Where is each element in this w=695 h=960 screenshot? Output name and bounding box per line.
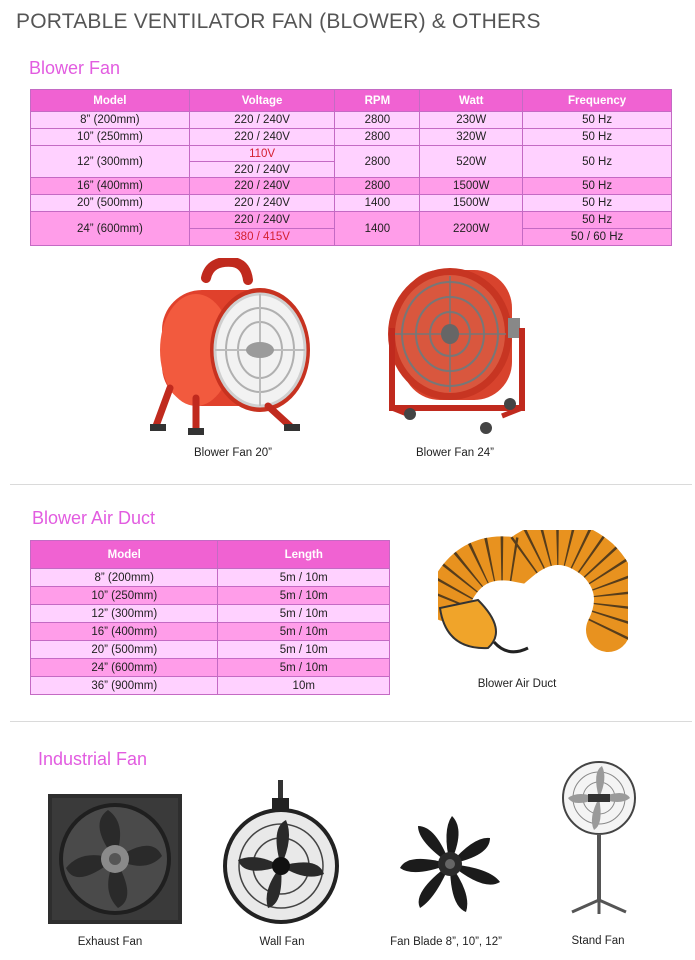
table-row (31, 146, 672, 162)
cell-model: 20” (500mm) (31, 641, 218, 659)
cell-voltage: 220 / 240V (189, 112, 335, 129)
col-header-rpm: RPM (335, 90, 420, 112)
col-header-model: Model (31, 90, 190, 112)
cell-model: 10” (250mm) (31, 587, 218, 605)
cell-frequency: 50 Hz (523, 129, 672, 146)
cell-model: 12” (300mm) (31, 146, 190, 178)
table-row (31, 195, 672, 212)
page-title: PORTABLE VENTILATOR FAN (BLOWER) & OTHERS (16, 10, 541, 33)
cell-voltage: 220 / 240V (189, 162, 335, 178)
cell-model: 24” (600mm) (31, 212, 190, 246)
section-divider (10, 721, 692, 722)
col-header-voltage: Voltage (189, 90, 335, 112)
cell-model: 8” (200mm) (31, 569, 218, 587)
cell-voltage: 220 / 240V (189, 212, 335, 229)
air-duct-table (30, 540, 390, 695)
table-row (31, 659, 390, 677)
cell-length: 5m / 10m (218, 587, 390, 605)
col-header-frequency: Frequency (523, 90, 672, 112)
cell-model: 16” (400mm) (31, 178, 190, 195)
blower-fan-title: Blower Fan (29, 58, 121, 78)
table-row (31, 129, 672, 146)
cell-rpm: 2800 (335, 146, 420, 178)
cell-model: 10” (250mm) (31, 129, 190, 146)
cell-frequency: 50 Hz (523, 195, 672, 212)
col-header-watt: Watt (420, 90, 523, 112)
table-row (31, 112, 672, 129)
caption-air-duct: Blower Air Duct (477, 678, 557, 690)
cell-voltage: 220 / 240V (189, 195, 335, 212)
industrial-fan-title: Industrial Fan (38, 749, 148, 769)
cell-model: 8” (200mm) (31, 112, 190, 129)
cell-model: 16” (400mm) (31, 623, 218, 641)
cell-watt: 1500W (420, 195, 523, 212)
cell-model: 36” (900mm) (31, 677, 218, 695)
cell-model: 24” (600mm) (31, 659, 218, 677)
caption-stand-fan: Stand Fan (571, 935, 625, 947)
air-duct-image (438, 530, 628, 665)
cell-frequency: 50 Hz (523, 112, 672, 129)
cell-watt: 520W (420, 146, 523, 178)
cell-rpm: 1400 (335, 195, 420, 212)
cell-rpm: 2800 (335, 129, 420, 146)
table-row (31, 641, 390, 659)
cell-length: 10m (218, 677, 390, 695)
table-row (31, 677, 390, 695)
caption-blower-fan-20: Blower Fan 20” (194, 447, 272, 459)
cell-watt: 230W (420, 112, 523, 129)
cell-watt: 1500W (420, 178, 523, 195)
fan-blade-image (396, 812, 504, 916)
cell-length: 5m / 10m (218, 641, 390, 659)
cell-length: 5m / 10m (218, 605, 390, 623)
table-header-row (31, 90, 672, 112)
exhaust-fan-image (48, 794, 182, 924)
cell-frequency: 50 / 60 Hz (523, 229, 672, 246)
cell-voltage: 220 / 240V (189, 129, 335, 146)
cell-length: 5m / 10m (218, 569, 390, 587)
stand-fan-image (558, 760, 640, 916)
cell-frequency: 50 Hz (523, 146, 672, 178)
caption-wall-fan: Wall Fan (259, 936, 305, 948)
cell-rpm: 2800 (335, 112, 420, 129)
cell-voltage: 110V (189, 146, 335, 162)
cell-rpm: 1400 (335, 212, 420, 246)
table-row (31, 178, 672, 195)
section-divider (10, 484, 692, 485)
col-header-length: Length (218, 541, 390, 569)
caption-fan-blade: Fan Blade 8”, 10”, 12” (390, 936, 502, 948)
table-row (31, 212, 672, 229)
table-row (31, 605, 390, 623)
cell-model: 12” (300mm) (31, 605, 218, 623)
blower-fan-24-image (382, 258, 542, 440)
table-row (31, 623, 390, 641)
cell-length: 5m / 10m (218, 623, 390, 641)
caption-blower-fan-24: Blower Fan 24” (416, 447, 494, 459)
cell-voltage: 380 / 415V (189, 229, 335, 246)
air-duct-title: Blower Air Duct (32, 508, 156, 528)
cell-rpm: 2800 (335, 178, 420, 195)
cell-frequency: 50 Hz (523, 212, 672, 229)
wall-fan-image (220, 780, 342, 926)
blower-fan-table (30, 89, 672, 246)
blower-fan-20-image (148, 258, 318, 438)
cell-model: 20” (500mm) (31, 195, 190, 212)
table-row (31, 587, 390, 605)
col-header-model: Model (31, 541, 218, 569)
cell-frequency: 50 Hz (523, 178, 672, 195)
caption-exhaust-fan: Exhaust Fan (77, 936, 143, 948)
cell-voltage: 220 / 240V (189, 178, 335, 195)
table-row (31, 569, 390, 587)
cell-watt: 320W (420, 129, 523, 146)
cell-watt: 2200W (420, 212, 523, 246)
table-header-row (31, 541, 390, 569)
cell-length: 5m / 10m (218, 659, 390, 677)
